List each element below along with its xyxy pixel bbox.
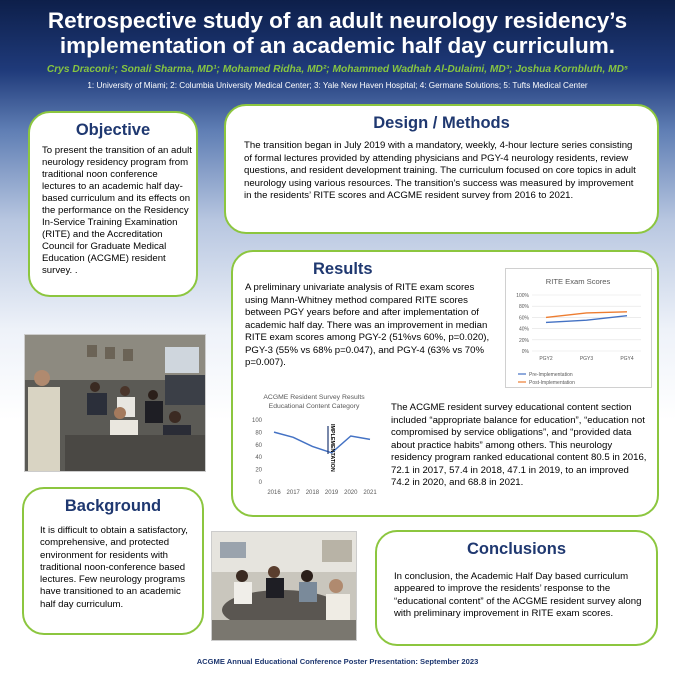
rite-x-tick: PGY4: [620, 356, 634, 362]
group-study-photo-art: [212, 532, 356, 640]
rite-y-tick: 0%: [521, 349, 529, 355]
results-text-rite: A preliminary univariate analysis of RITE exam scores using Mann-Whitney method compared RITE scores between PGY years before and after implementation of academic half day. There was an improvement in median RITE exam scores among PGY-2 (51%vs 60%, p=0.020), PGY-3 (55% vs 68% p=0.047), and PGY-4 (63% vs 70% p=0.007).: [245, 282, 490, 368]
poster-title-line1: Retrospective study of an adult neurology residency’s: [47, 8, 628, 33]
design-text: The transition began in July 2019 with a mandatory, weekly, 4-hour lecture series consisting of formal lectures provided by attending physicians and PGY-4 neurology residents, review questions, and resident development training. The curriculum focused on core topics in adult neurology using various resources. The transition’s success was measured by improvement in the residents’ RITE scores and ACGME resident survey from 2016 to 2021.: [244, 140, 636, 201]
conclusions-panel: [375, 530, 658, 646]
acgme-y-tick: 20: [255, 467, 262, 474]
rite-y-tick: 60%: [518, 315, 529, 322]
acgme-x-tick: 2016: [267, 490, 281, 496]
classroom-photo-art: [25, 335, 205, 471]
poster-title-line2: implementation of an academic half day curriculum.: [59, 33, 616, 58]
rite-y-tick: 40%: [518, 326, 529, 333]
acgme-x-tick: 2017: [286, 490, 300, 496]
acgme-y-tick: 0: [258, 480, 262, 486]
rite-y-tick: 80%: [518, 304, 529, 311]
affiliations: 1: University of Miami; 2: Columbia University Medical Center; 3: Yale New Haven Hospital; 4: Germane Solutions; 5: Tufts Medical Center: [87, 81, 588, 90]
rite-x-tick: PGY3: [579, 356, 594, 362]
acgme-x-tick: 2020: [344, 490, 358, 496]
design-panel: [224, 104, 659, 234]
legend-pre-label: Pre-Implementation: [529, 372, 573, 378]
background-text: It is difficult to obtain a satisfactory, comprehensive, and protected environment for residents with traditional noon-conference based lectures. Few neurology programs have transitioned to an academic half day curriculum.: [40, 525, 188, 610]
acgme-y-tick: 80: [255, 430, 262, 437]
design-heading: Design / Methods: [373, 114, 510, 132]
acgme-x-tick: 2021: [363, 490, 377, 496]
results-text-acgme: The ACGME resident survey educational content section included “appropriate balance for education”, “education not compromised by service obligations”, and “provided data about practice habits” among others. This neurology residency program ranked educational content 80.5 in 2016, 72.1 in 2017, 57.4 in 2018, 47.1 in 2019, to an improved 74.2 in 2020, and 68.8 in 2021.: [391, 402, 647, 488]
footer: ACGME Annual Educational Conference Poster Presentation: September 2023: [196, 657, 479, 666]
poster-title: [0, 8, 675, 58]
rite-chart: [505, 268, 652, 388]
acgme-y-tick: 60: [255, 442, 262, 449]
rite-chart-svg: [506, 269, 651, 387]
acgme-chart-title-line1: ACGME Resident Survey Results: [263, 394, 365, 401]
group-study-photo: [211, 531, 357, 641]
rite-y-tick: 20%: [518, 337, 529, 344]
acgme-chart-svg: [242, 390, 382, 500]
acgme-chart-title-line2: Educational Content Category: [268, 403, 360, 410]
acgme-x-tick: 2019: [324, 490, 339, 496]
rite-x-tick: PGY2: [539, 356, 553, 362]
objective-heading: Objective: [75, 121, 151, 139]
acgme-series-line: [274, 432, 370, 453]
results-heading: Results: [313, 260, 373, 278]
authors: Crys Draconi⁴; Sonali Sharma, MD¹; Mohamed Ridha, MD²; Mohammed Wadhah Al-Dulaimi, MD³; Joshua Kornbluth, MD⁵: [46, 64, 629, 75]
objective-panel: [28, 111, 198, 297]
rite-y-tick: 100%: [516, 293, 529, 299]
conclusions-heading: Conclusions: [466, 540, 566, 558]
objective-text: To present the transition of an adult neurology residency program from traditional noon conference lectures to an academic half day-based curriculum and its effects on the performance on the Residency In-Service Training Examination (RITE) and the Accreditation Council for Graduate Medical Education (ACGME) resident survey. .: [42, 145, 192, 276]
background-heading: Background: [64, 497, 162, 515]
acgme-y-tick: 40: [255, 455, 262, 462]
acgme-chart: [242, 390, 382, 500]
acgme-y-tick: 100: [251, 418, 262, 424]
classroom-photo: [24, 334, 206, 472]
acgme-x-tick: 2018: [305, 490, 320, 496]
implementation-annotation: IMPLEMENTATION: [329, 424, 335, 472]
legend-post-label: Post-Implementation: [529, 380, 575, 386]
background-panel: [22, 487, 204, 635]
conclusions-text: In conclusion, the Academic Half Day based curriculum appeared to improve the residents’ response to the “educational content” of the ACGME resident survey along with preliminary improvement in RITE exam scores.: [394, 571, 642, 619]
rite-chart-title: RITE Exam Scores: [545, 277, 611, 286]
